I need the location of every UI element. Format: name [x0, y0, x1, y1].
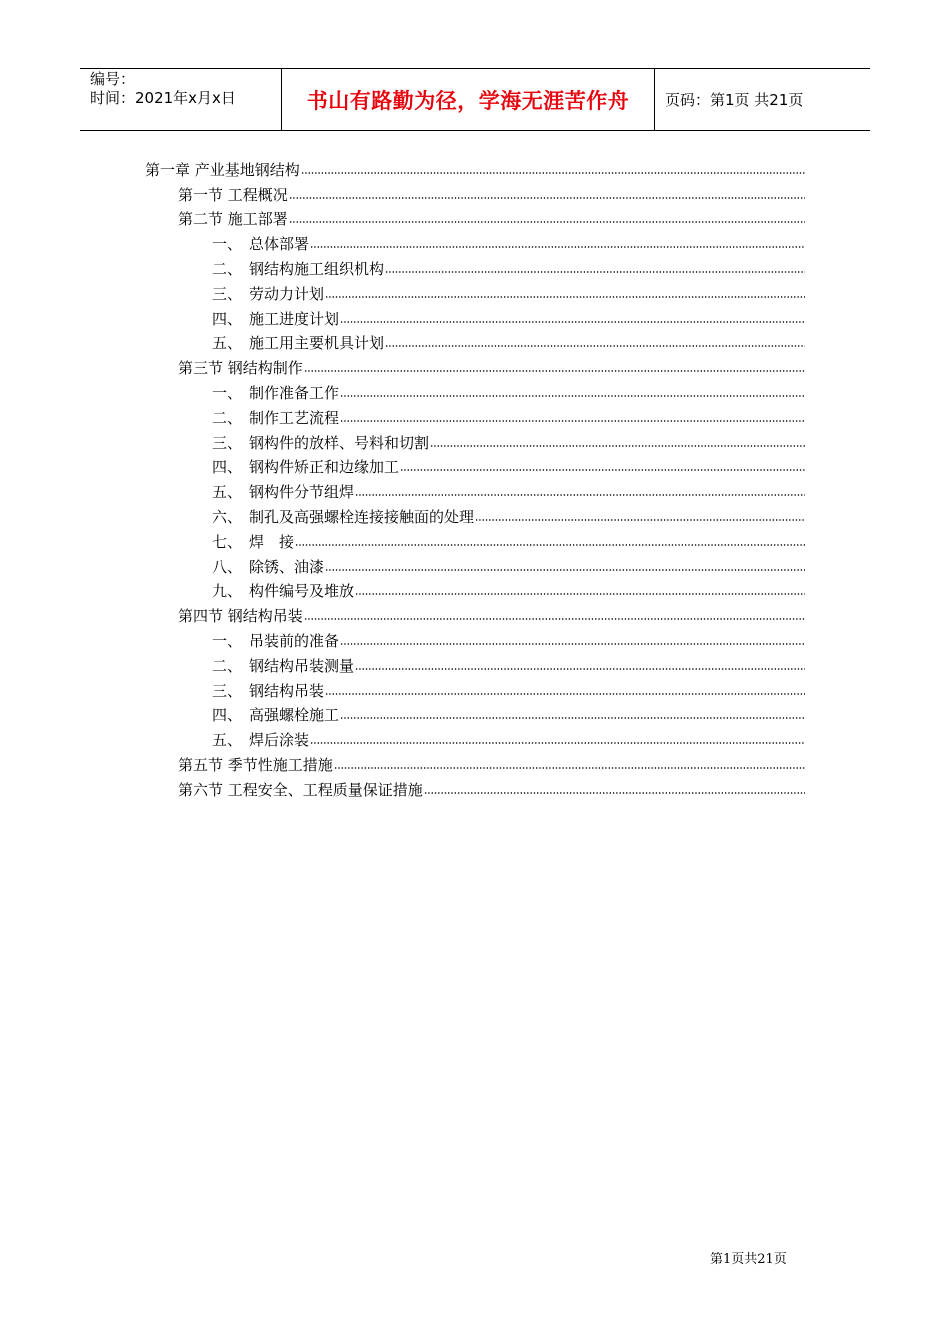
dot-leader — [424, 790, 805, 796]
dot-leader — [289, 195, 805, 201]
table-of-contents — [145, 155, 805, 800]
toc-subsection[interactable]: 五、 施工用主要机具计划 — [145, 329, 805, 354]
dot-leader — [340, 418, 805, 424]
dot-leader — [295, 542, 805, 548]
page-header — [80, 68, 870, 131]
toc-subsection[interactable]: 三、 钢结构吊装 — [145, 676, 805, 701]
dot-leader — [340, 641, 805, 647]
dot-leader — [304, 616, 805, 622]
toc-subsection[interactable]: 四、 施工进度计划 — [145, 304, 805, 329]
toc-section[interactable]: 第一节 工程概况 — [145, 180, 805, 205]
dot-leader — [325, 567, 805, 573]
toc-chapter[interactable]: 第一章 产业基地钢结构 — [145, 155, 805, 180]
toc-subsection[interactable]: 八、 除锈、油漆 — [145, 552, 805, 577]
page-footer: 第1页共21页 — [710, 1252, 787, 1267]
toc-subsection[interactable]: 二、 钢结构施工组织机构 — [145, 254, 805, 279]
dot-leader — [304, 368, 805, 374]
dot-leader — [355, 492, 805, 498]
toc-subsection[interactable]: 七、 焊 接 — [145, 527, 805, 552]
dot-leader — [310, 740, 805, 746]
toc-section[interactable]: 第二节 施工部署 — [145, 205, 805, 230]
dot-leader — [340, 319, 805, 325]
header-page-cell — [655, 69, 870, 130]
toc-subsection[interactable]: 四、 高强螺栓施工 — [145, 701, 805, 726]
toc-subsection[interactable]: 一、 总体部署 — [145, 229, 805, 254]
time-label: 时间：2021年x月x日 — [90, 89, 236, 107]
toc-subsection[interactable]: 六、 制孔及高强螺栓连接接触面的处理 — [145, 502, 805, 527]
toc-section[interactable]: 第六节 工程安全、工程质量保证措施 — [145, 775, 805, 800]
toc-subsection[interactable]: 九、 构件编号及堆放 — [145, 577, 805, 602]
dot-leader — [310, 244, 805, 250]
header-motto-cell — [282, 69, 655, 130]
toc-section[interactable]: 第三节 钢结构制作 — [145, 353, 805, 378]
dot-leader — [385, 343, 805, 349]
toc-subsection[interactable]: 二、 制作工艺流程 — [145, 403, 805, 428]
motto: 书山有路勤为径，学海无涯苦作舟 — [306, 88, 630, 113]
toc-subsection[interactable]: 五、 钢构件分节组焊 — [145, 477, 805, 502]
toc-subsection[interactable]: 五、 焊后涂装 — [145, 725, 805, 750]
dot-leader — [325, 691, 805, 697]
toc-subsection[interactable]: 三、 钢构件的放样、号料和切割 — [145, 428, 805, 453]
toc-subsection[interactable]: 四、 钢构件矫正和边缘加工 — [145, 453, 805, 478]
dot-leader — [355, 591, 805, 597]
dot-leader — [355, 666, 805, 672]
dot-leader — [385, 269, 805, 275]
toc-subsection[interactable]: 一、 吊装前的准备 — [145, 626, 805, 651]
toc-section[interactable]: 第四节 钢结构吊装 — [145, 601, 805, 626]
dot-leader — [325, 294, 805, 300]
toc-subsection[interactable]: 一、 制作准备工作 — [145, 378, 805, 403]
dot-leader — [475, 517, 805, 523]
dot-leader — [334, 765, 805, 771]
dot-leader — [430, 443, 805, 449]
toc-section[interactable]: 第五节 季节性施工措施 — [145, 750, 805, 775]
serial-label: 编号： — [90, 70, 136, 88]
dot-leader — [301, 170, 805, 176]
dot-leader — [289, 219, 805, 225]
dot-leader — [340, 715, 805, 721]
toc-subsection[interactable]: 二、 钢结构吊装测量 — [145, 651, 805, 676]
dot-leader — [340, 393, 805, 399]
header-meta — [80, 69, 282, 130]
page-label: 页码：第1页 共21页 — [665, 91, 804, 109]
toc-subsection[interactable]: 三、 劳动力计划 — [145, 279, 805, 304]
dot-leader — [400, 467, 805, 473]
